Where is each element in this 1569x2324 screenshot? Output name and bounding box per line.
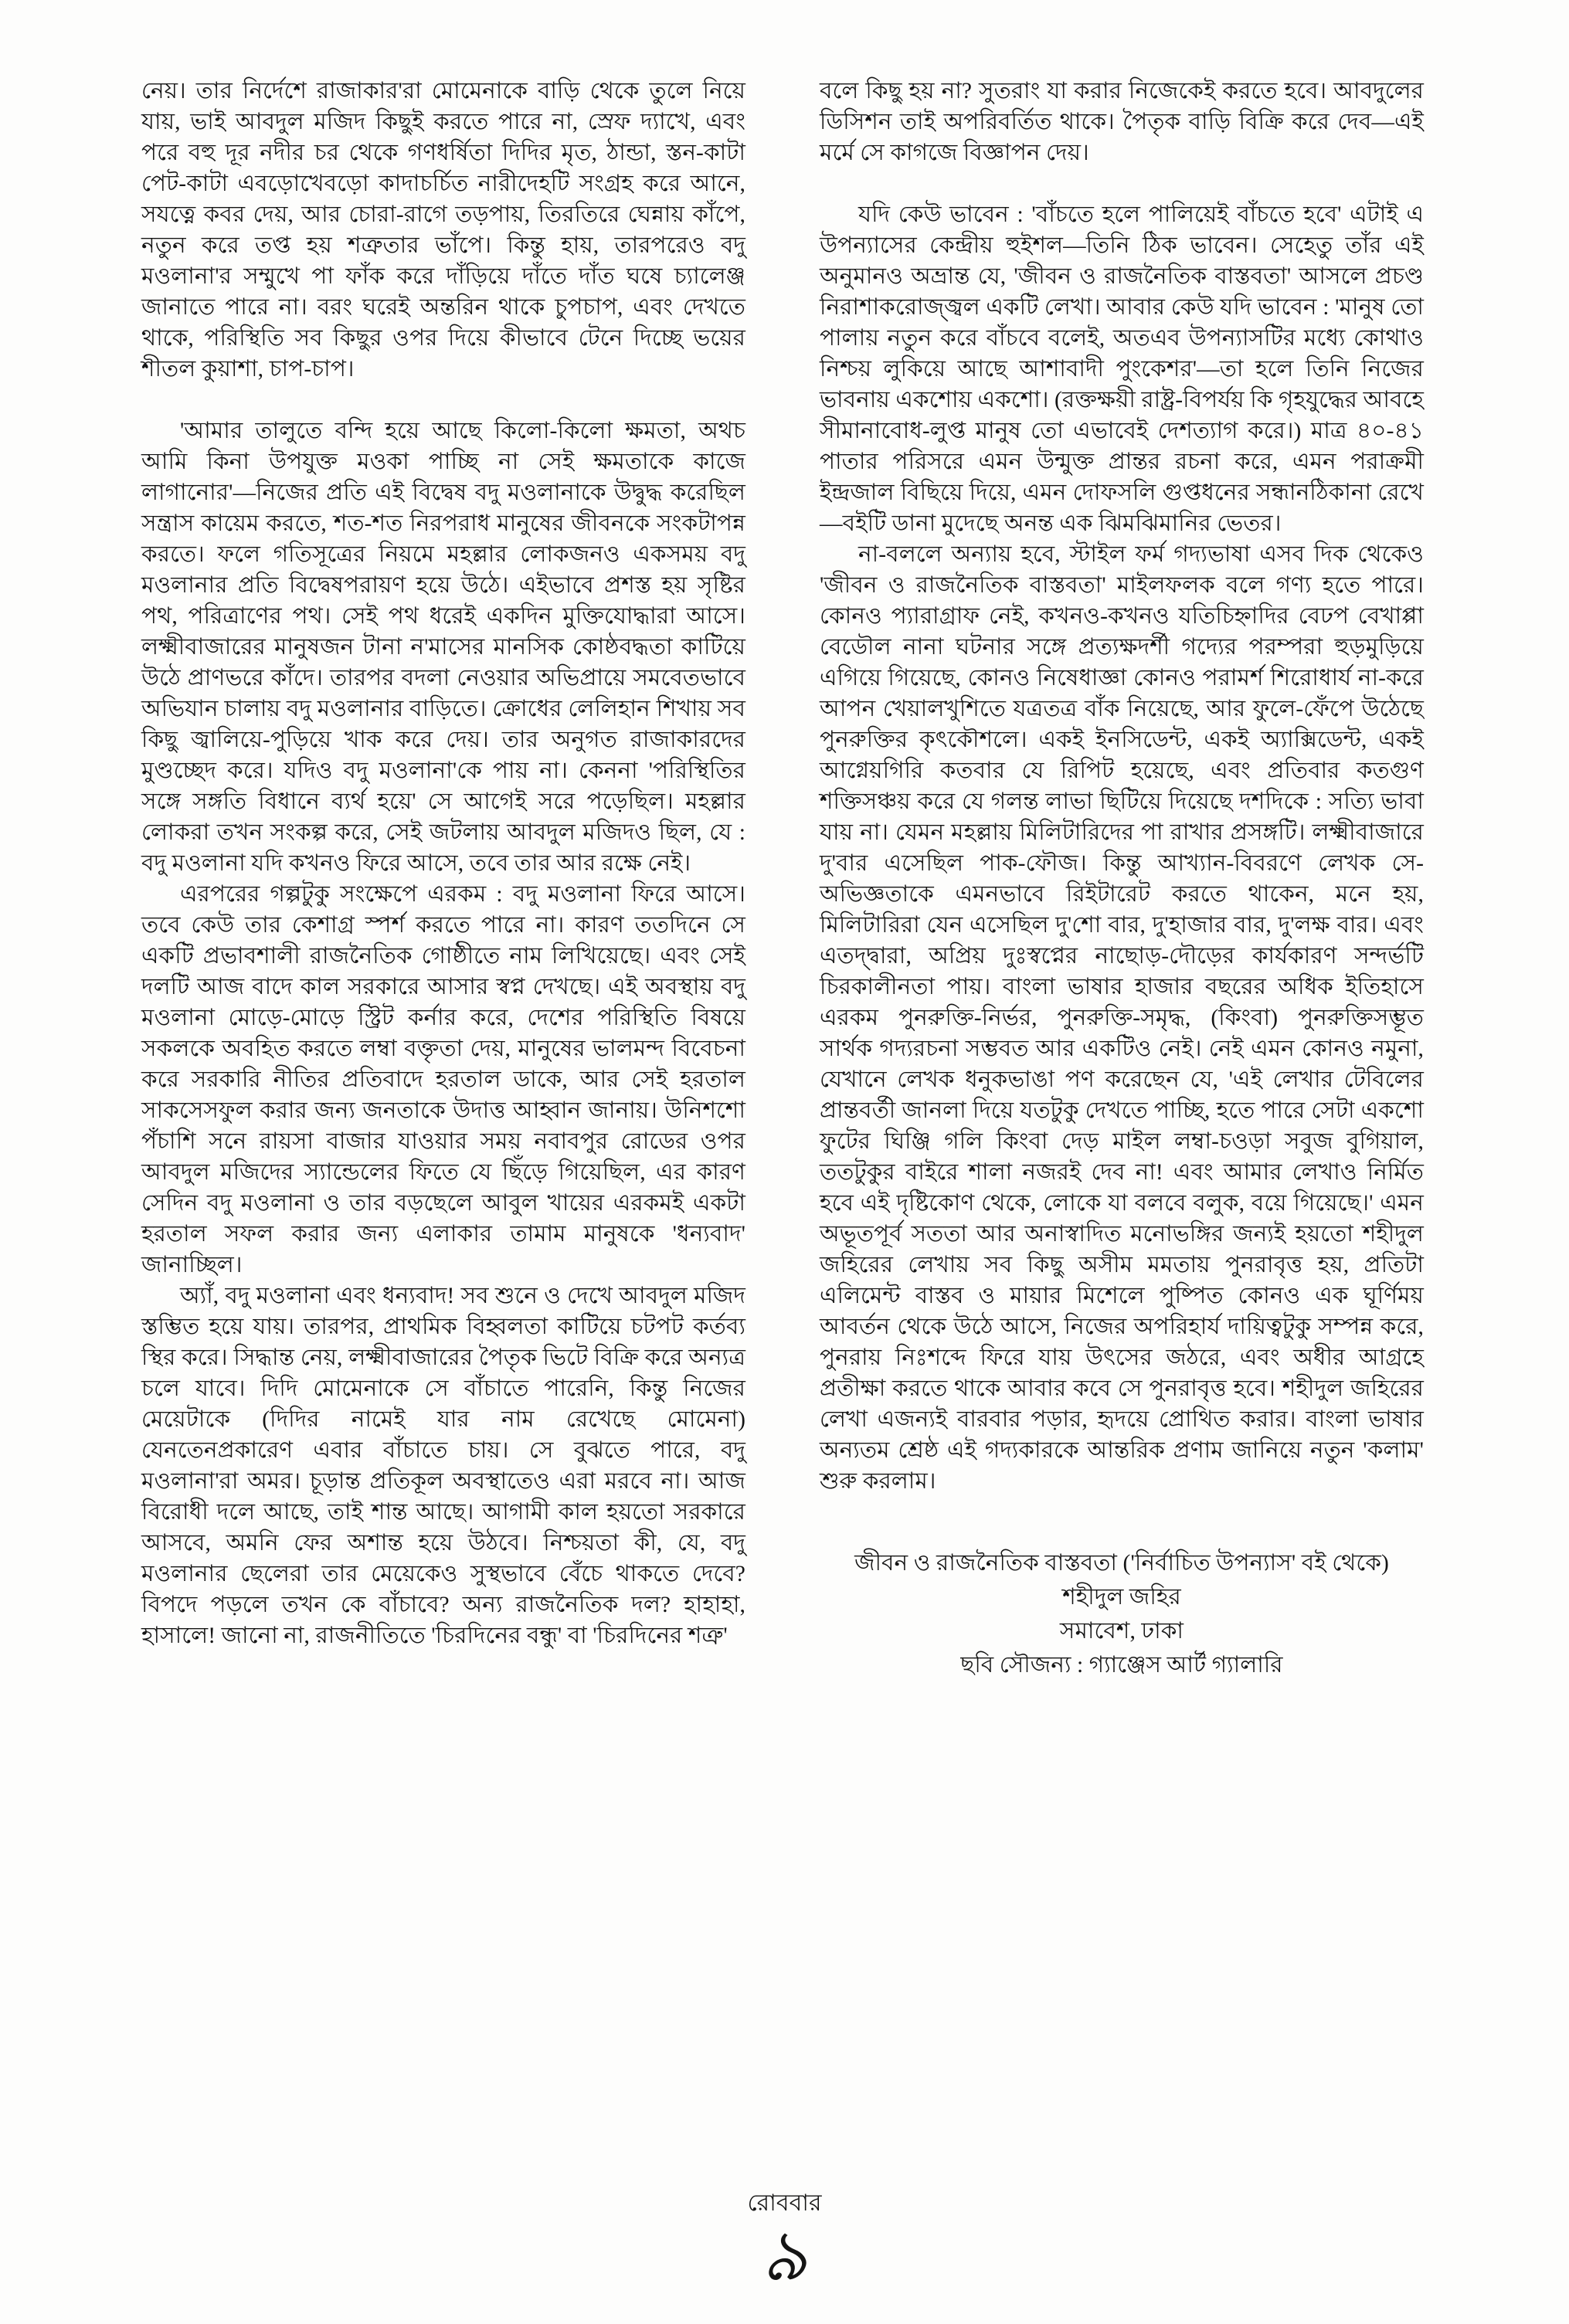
magazine-name: রোববার <box>747 2190 822 2216</box>
page-number: ৯ <box>761 2217 808 2295</box>
paragraph: যদি কেউ ভাবেন : 'বাঁচতে হলে পালিয়েই বাঁচতে হবে' এটাই এ উপন্যাসের কেন্দ্রীয় হুইশল—তিনি ঠিক ভাবেন। সেহেতু তাঁর এই অনুমানও অভ্রান্ত যে, 'জীবন ও রাজনৈতিক বাস্তবতা' আসলে প্রচণ্ড নিরাশাকরোজ্জ্বল একটি লেখা। আবার কেউ যদি ভাবেন : 'মানুষ তো পালায় নতুন করে বাঁচবে বলেই, অতএব উপন্যাসটির মধ্যে কোথাও নিশ্চয় লুকিয়ে আছে আশাবাদী পুংকেশর'—তা হলে তিনি নিজের ভাবনায় একশোয় একশো। (রক্তক্ষয়ী রাষ্ট্র-বিপর্যয় কি গৃহযুদ্ধের আবহে সীমানাবোধ-লুপ্ত মানুষ তো এভাবেই দেশত্যাগ করে।) মাত্র ৪০-৪১ পাতার পরিসরে এমন উন্মুক্ত প্রান্তর রচনা করে, এমন পরাক্রমী ইন্দ্রজাল বিছিয়ে দিয়ে, এমন দোফসলি গুপ্তধনের সন্ধানঠিকানা রেখে—বইটি ডানা মুদেছে অনন্ত এক ঝিমঝিমানির ভেতর। <box>820 202 1424 536</box>
right-column <box>820 76 1424 1682</box>
article-body <box>141 76 1424 1682</box>
credit-source-title: জীবন ও রাজনৈতিক বাস্তবতা ('নির্বাচিত উপন্যাস' বই থেকে) <box>854 1551 1389 1576</box>
paragraph: নেয়। তার নির্দেশে রাজাকার'রা মোমেনাকে বাড়ি থেকে তুলে নিয়ে যায়, ভাই আবদুল মজিদ কিছুই করতে পারে না, স্রেফ দ্যাখে, এবং পরে বহু দূর নদীর চর থেকে গণধর্ষিতা দিদির মৃত, ঠান্ডা, স্তন-কাটা পেট-কাটা এবড়োখেবড়ো কাদাচর্চিত নারীদেহটি সংগ্রহ করে আনে, সযত্নে কবর দেয়, আর চোরা-রাগে তড়পায়, তিরতিরে ঘেন্নায় কাঁপে, নতুন করে তপ্ত হয় শত্রুতার ভাঁপে। কিন্তু হায়, তারপরেও বদু মওলানা'র সম্মুখে পা ফাঁক করে দাঁড়িয়ে দাঁতে দাঁত ঘষে চ্যালেঞ্জ জানাতে পারে না। বরং ঘরেই অন্তরিন থাকে চুপচাপ, এবং দেখতে থাকে, পরিস্থিতি সব কিছুর ওপর দিয়ে কীভাবে টেনে দিচ্ছে ভয়ের শীতল কুয়াশা, চাপ-চাপ। <box>141 79 745 382</box>
page-footer <box>0 2190 1569 2295</box>
paragraph: অ্যাঁ, বদু মওলানা এবং ধন্যবাদ! সব শুনে ও দেখে আবদুল মজিদ স্তম্ভিত হয়ে যায়। তারপর, প্রাথমিক বিহ্বলতা কাটিয়ে চটপট কর্তব্য স্থির করে। সিদ্ধান্ত নেয়, লক্ষ্মীবাজারের পৈতৃক ভিটে বিক্রি করে অন্যত্র চলে যাবে। দিদি মোমেনাকে সে বাঁচাতে পারেনি, কিন্তু নিজের মেয়েটাকে (দিদির নামেই যার নাম রেখেছে মোমেনা) যেনতেনপ্রকারেণ এবার বাঁচাতে চায়। সে বুঝতে পারে, বদু মওলানা'রা অমর। চূড়ান্ত প্রতিকূল অবস্থাতেও এরা মরবে না। আজ বিরোধী দলে আছে, তাই শান্ত আছে। আগামী কাল হয়তো সরকারে আসবে, অমনি ফের অশান্ত হয়ে উঠবে। নিশ্চয়তা কী, যে, বদু মওলানার ছেলেরা তার মেয়েকেও সুস্থভাবে বেঁচে থাকতে দেবে? বিপদে পড়লে তখন কে বাঁচাবে? অন্য রাজনৈতিক দল? হাহাহা, হাসালে! জানো না, রাজনীতিতে 'চিরদিনের বন্ধু' বা 'চিরদিনের শত্রু' <box>141 1284 745 1648</box>
credit-publisher: সমাবেশ, ঢাকা <box>1059 1619 1184 1644</box>
paragraph: বলে কিছু হয় না? সুতরাং যা করার নিজেকেই করতে হবে। আবদুলের ডিসিশন তাই অপরিবর্তিত থাকে। পৈতৃক বাড়ি বিক্রি করে দেব—এই মর্মে সে কাগজে বিজ্ঞাপন দেয়। <box>820 79 1424 165</box>
paragraph: এরপরের গল্পটুকু সংক্ষেপে এরকম : বদু মওলানা ফিরে আসে। তবে কেউ তার কেশাগ্র স্পর্শ করতে পারে না। কারণ ততদিনে সে একটি প্রভাবশালী রাজনৈতিক গোষ্ঠীতে নাম লিখিয়েছে। এবং সেই দলটি আজ বাদে কাল সরকারে আসার স্বপ্ন দেখছে। এই অবস্থায় বদু মওলানা মোড়ে-মোড়ে স্ট্রিট কর্নার করে, দেশের পরিস্থিতি বিষয়ে সকলকে অবহিত করতে লম্বা বক্তৃতা দেয়, মানুষের ভালমন্দ বিবেচনা করে সরকারি নীতির প্রতিবাদে হরতাল ডাকে, আর সেই হরতাল সাকসেসফুল করার জন্য জনতাকে উদাত্ত আহ্বান জানায়। উনিশশো পঁচাশি সনে রায়সা বাজার যাওয়ার সময় নবাবপুর রোডের ওপর আবদুল মজিদের স্যান্ডেলের ফিতে যে ছিঁড়ে গিয়েছিল, এর কারণ সেদিন বদু মওলানা ও তার বড়ছেলে আবুল খায়ের এরকমই একটা হরতাল সফল করার জন্য এলাকার তামাম মানুষকে 'ধন্যবাদ' জানাচ্ছিল। <box>141 882 745 1277</box>
credit-photo-courtesy: ছবি সৌজন্য : গ্যাঞ্জেস আর্ট গ্যালারি <box>960 1653 1283 1678</box>
left-column <box>141 76 745 1682</box>
paragraph: না-বললে অন্যায় হবে, স্টাইল ফর্ম গদ্যভাষা এসব দিক থেকেও 'জীবন ও রাজনৈতিক বাস্তবতা' মাইলফলক বলে গণ্য হতে পারে। কোনও প্যারাগ্রাফ নেই, কখনও-কখনও যতিচিহ্নাদির বেঢপ বেখাপ্পা বেডৌল নানা ঘটনার সঙ্গে প্রত্যক্ষদর্শী গদ্যের পরম্পরা হুড়মুড়িয়ে এগিয়ে গিয়েছে, কোনও নিষেধাজ্ঞা কোনও পরামর্শ শিরোধার্য না-করে আপন খেয়ালখুশিতে যত্রতত্র বাঁক নিয়েছে, আর ফুলে-ফেঁপে উঠেছে পুনরুক্তির কৃৎকৌশলে। একই ইনসিডেন্ট, একই অ্যাক্সিডেন্ট, একই আগ্নেয়গিরি কতবার যে রিপিট হয়েছে, এবং প্রতিবার কতগুণ শক্তিসঞ্চয় করে যে গলন্ত লাভা ছিটিয়ে দিয়েছে দশদিকে : সত্যি ভাবা যায় না। যেমন মহল্লায় মিলিটারিদের পা রাখার প্রসঙ্গটি। লক্ষ্মীবাজারে দু'বার এসেছিল পাক-ফৌজ। কিন্তু আখ্যান-বিবরণে লেখক সে-অভিজ্ঞতাকে এমনভাবে রিইটারেট করতে থাকেন, মনে হয়, মিলিটারিরা যেন এসেছিল দু'শো বার, দু'হাজার বার, দু'লক্ষ বার। এবং এতদ্দ্বারা, অপ্রিয় দুঃস্বপ্নের নাছোড়-দৌড়ের কার্যকারণ সন্দর্ভটি চিরকালীনতা পায়। বাংলা ভাষার হাজার বছরের অধিক ইতিহাসে এরকম পুনরুক্তি-নির্ভর, পুনরুক্তি-সমৃদ্ধ, (কিংবা) পুনরুক্তিসম্ভূত সার্থক গদ্যরচনা সম্ভবত আর একটিও নেই। নেই এমন কোনও নমুনা, যেখানে লেখক ধনুকভাঙা পণ করেছেন যে, 'এই লেখার টেবিলের প্রান্তবর্তী জানলা দিয়ে যতটুকু দেখতে পাচ্ছি, হতে পারে সেটা একশো ফুটের ঘিঞ্জি গলি কিংবা দেড় মাইল লম্বা-চওড়া সবুজ বুগিয়াল, ততটুকুর বাইরে শালা নজরই দেব না! এবং আমার লেখাও নির্মিত হবে এই দৃষ্টিকোণ থেকে, লোকে যা বলবে বলুক, বয়ে গিয়েছে।' এমন অভূতপূর্ব সততা আর অনাস্বাদিত মনোভঙ্গির জন্যই হয়তো শহীদুল জহিরের লেখায় সব কিছু অসীম মমতায় পুনরাবৃত্ত হয়, প্রতিটা এলিমেন্ট বাস্তব ও মায়ার মিশেলে পুষ্পিত কোনও এক ঘূর্ণিময় আবর্তন থেকে উঠে আসে, নিজের অপরিহার্য দায়িত্বটুকু সম্পন্ন করে, পুনরায় নিঃশব্দে ফিরে যায় উৎসের জঠরে, এবং অধীর আগ্রহে প্রতীক্ষা করতে থাকে আবার কবে সে পুনরাবৃত্ত হবে। শহীদুল জহিরের লেখা এজন্যই বারবার পড়ার, হৃদয়ে প্রোথিত করার। বাংলা ভাষার অন্যতম শ্রেষ্ঠ এই গদ্যকারকে আন্তরিক প্রণাম জানিয়ে নতুন 'কলাম' শুরু করলাম। <box>820 542 1424 1494</box>
article-credits <box>820 1546 1424 1682</box>
paragraph: 'আমার তালুতে বন্দি হয়ে আছে কিলো-কিলো ক্ষমতা, অথচ আমি কিনা উপযুক্ত মওকা পাচ্ছি না সেই ক্ষমতাকে কাজে লাগানোর'—নিজের প্রতি এই বিদ্বেষ বদু মওলানাকে উদ্বুদ্ধ করেছিল সন্ত্রাস কায়েম করতে, শত-শত নিরপরাধ মানুষের জীবনকে সংকটাপন্ন করতে। ফলে গতিসূত্রের নিয়মে মহল্লার লোকজনও একসময় বদু মওলানার প্রতি বিদ্বেষপরায়ণ হয়ে উঠে। এইভাবে প্রশস্ত হয় সৃষ্টির পথ, পরিত্রাণের পথ। সেই পথ ধরেই একদিন মুক্তিযোদ্ধারা আসে। লক্ষ্মীবাজারের মানুষজন টানা ন'মাসের মানসিক কোষ্ঠবদ্ধতা কাটিয়ে উঠে প্রাণভরে কাঁদে। তারপর বদলা নেওয়ার অভিপ্রায়ে সমবেতভাবে অভিযান চালায় বদু মওলানার বাড়িতে। ক্রোধের লেলিহান শিখায় সব কিছু জ্বালিয়ে-পুড়িয়ে খাক করে দেয়। তার অনুগত রাজাকারদের মুণ্ডচ্ছেদ করে। যদিও বদু মওলানা'কে পায় না। কেননা 'পরিস্থিতির সঙ্গে সঙ্গতি বিধানে ব্যর্থ হয়ে' সে আগেই সরে পড়েছিল। মহল্লার লোকরা তখন সংকল্প করে, সেই জটলায় আবদুল মজিদও ছিল, যে : বদু মওলানা যদি কখনও ফিরে আসে, তবে তার আর রক্ষে নেই। <box>141 419 745 876</box>
credit-author: শহীদুল জহির <box>1062 1585 1181 1610</box>
